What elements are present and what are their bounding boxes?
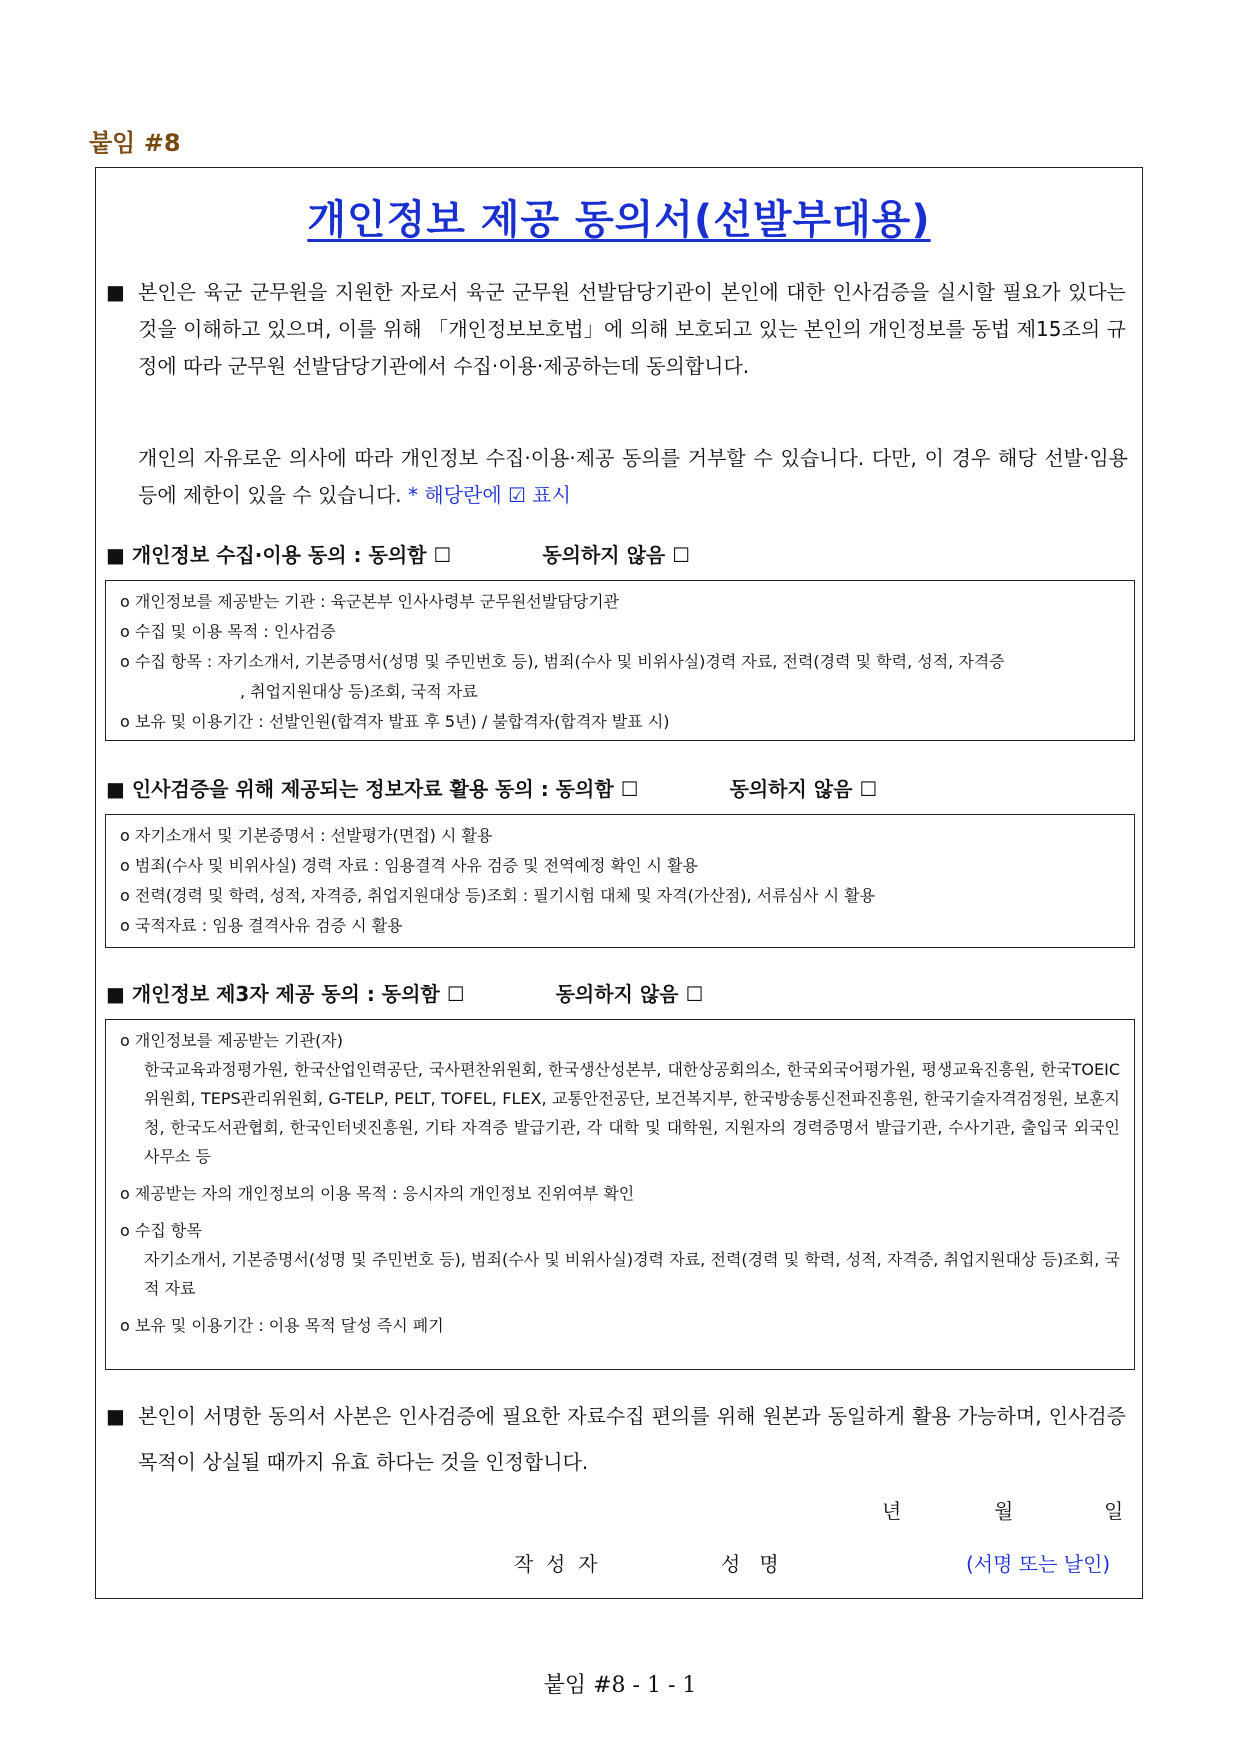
- page-number: 붙임 #8 - 1 - 1: [543, 1673, 697, 1698]
- name-label: 성 명: [721, 1552, 779, 1576]
- section3-heading: [106, 978, 703, 1007]
- writer-label: 작 성 자: [514, 1552, 598, 1576]
- list-item: o 자기소개서 및 기본증명서 : 선발평가(면접) 시 활용: [120, 826, 493, 845]
- section1-box: [105, 580, 1135, 741]
- intro-text: 본인은 육군 군무원을 지원한 자로서 육군 군무원 선발담당기관이 본인에 대한 인사검증을 실시할 필요가 있다는 것을 이해하고 있으며, 이를 위해 「개인정보보호법」에 의해 보호되고 있는 본인의 개인정보를 동법 제15조의 규정에 따라 군무원 선발담당기관에서 수집·이용·제공하는데 동의합니다.: [138, 280, 1126, 378]
- section1-agree[interactable]: ■ 개인정보 수집·이용 동의 : 동의함 ☐: [106, 543, 452, 567]
- consent-form: [95, 167, 1143, 1599]
- list-item: o 범죄(수사 및 비위사실) 경력 자료 : 임용결격 사유 검증 및 전역예정 확인 시 활용: [120, 856, 699, 875]
- section3-disagree[interactable]: 동의하지 않음 ☐: [555, 982, 704, 1006]
- section2-box: [105, 814, 1135, 948]
- checkbox-note: * 해당란에 ☑ 표시: [408, 483, 571, 507]
- list-item: o 수집 항목: [120, 1221, 202, 1240]
- section3-agree[interactable]: ■ 개인정보 제3자 제공 동의 : 동의함 ☐: [106, 982, 465, 1006]
- list-item: o 수집 항목 : 자기소개서, 기본증명서(성명 및 주민번호 등), 범죄(수사 및 비위사실)경력 자료, 전력(경력 및 학력, 성적, 자격증: [120, 652, 1005, 671]
- closing-paragraph: [106, 1393, 1126, 1485]
- list-item: o 보유 및 이용기간 : 이용 목적 달성 즉시 폐기: [120, 1316, 444, 1335]
- square-bullet-icon: ■: [106, 280, 125, 304]
- date-row: [96, 1495, 1142, 1525]
- square-bullet-icon: ■: [106, 1404, 125, 1428]
- list-item: o 개인정보를 제공받는 기관 : 육군본부 인사사령부 군무원선발담당기관: [120, 592, 620, 611]
- attachment-label: 붙임 #8: [89, 129, 181, 157]
- collected-items: 자기소개서, 기본증명서(성명 및 주민번호 등), 범죄(수사 및 비위사실)경력 자료, 전력(경력 및 학력, 성적, 자격증, 취업지원대상 등)조회, 국적 자료: [144, 1250, 1120, 1298]
- signature-field[interactable]: (서명 또는 날인): [966, 1552, 1111, 1576]
- list-item: o 수집 및 이용 목적 : 인사검증: [120, 622, 336, 641]
- intro-paragraph: [106, 274, 1126, 385]
- month-label: 월: [994, 1499, 1014, 1523]
- day-label: 일: [1104, 1499, 1124, 1523]
- signature-row: [96, 1548, 1142, 1578]
- section1-disagree[interactable]: 동의하지 않음 ☐: [542, 543, 691, 567]
- document-title: 개인정보 제공 동의서(선발부대용): [307, 197, 931, 243]
- section2-disagree[interactable]: 동의하지 않음 ☐: [729, 777, 878, 801]
- section2-heading: [106, 773, 877, 802]
- list-item: o 전력(경력 및 학력, 성적, 자격증, 취업지원대상 등)조회 : 필기시험 대체 및 자격(가산점), 서류심사 시 활용: [120, 886, 876, 905]
- refusal-paragraph: [138, 440, 1128, 514]
- list-item-continuation: , 취업지원대상 등)조회, 국적 자료: [240, 682, 478, 701]
- list-item: o 제공받는 자의 개인정보의 이용 목적 : 응시자의 개인정보 진위여부 확인: [120, 1184, 635, 1203]
- list-item: o 보유 및 이용기간 : 선발인원(합격자 발표 후 5년) / 불합격자(합격자 발표 시): [120, 712, 670, 731]
- section2-agree[interactable]: ■ 인사검증을 위해 제공되는 정보자료 활용 동의 : 동의함 ☐: [106, 777, 639, 801]
- year-label: 년: [882, 1499, 902, 1523]
- list-item: o 국적자료 : 임용 결격사유 검증 시 활용: [120, 916, 403, 935]
- recipient-list: 한국교육과정평가원, 한국산업인력공단, 국사편찬위원회, 한국생산성본부, 대한상공회의소, 한국외국어평가원, 평생교육진흥원, 한국TOEIC위원회, TEPS관리위원회, G-TELP, PELT, TOFEL, FLEX, 교통안전공단, 보건복지부, 한국방송통신전파진흥원, 한국기술자격검정원, 보훈지청, 한국도서관협회, 한국인터넷진흥원, 기타 자격증 발급기관, 각 대학 및 대학원, 지원자의 경력증명서 발급기관, 수사기관, 출입국 외국인사무소 등: [144, 1060, 1120, 1166]
- refusal-text: 개인의 자유로운 의사에 따라 개인정보 수집·이용·제공 동의를 거부할 수 있습니다. 다만, 이 경우 해당 선발·임용 등에 제한이 있을 수 있습니다.: [138, 446, 1128, 507]
- closing-text: 본인이 서명한 동의서 사본은 인사검증에 필요한 자료수집 편의를 위해 원본과 동일하게 활용 가능하며, 인사검증 목적이 상실될 때까지 유효 하다는 것을 인정합니다.: [138, 1404, 1126, 1474]
- list-item: o 개인정보를 제공받는 기관(자): [120, 1031, 344, 1050]
- section1-heading: [106, 539, 690, 568]
- section3-box: [105, 1019, 1135, 1370]
